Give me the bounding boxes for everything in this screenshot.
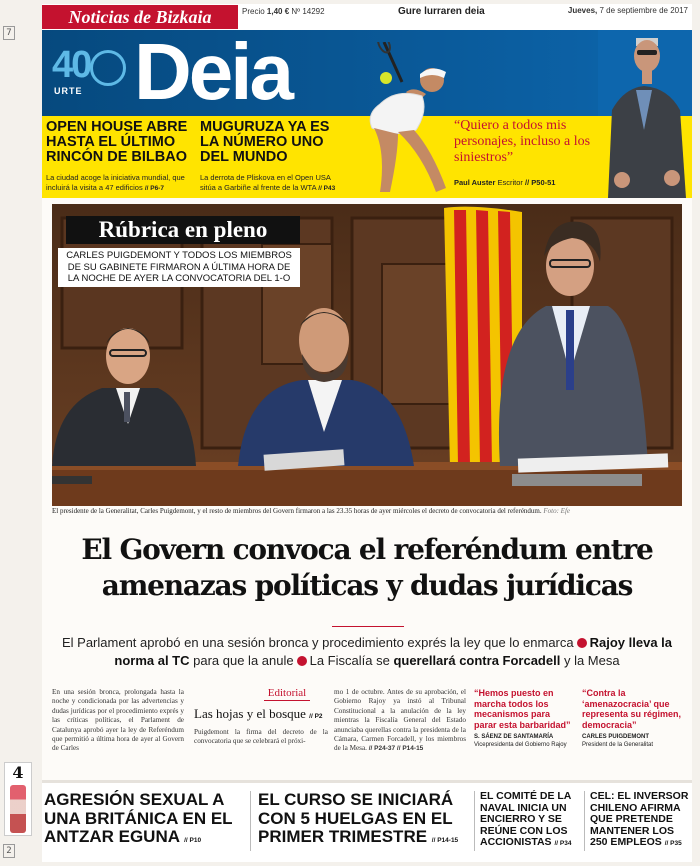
tagline: Gure lurraren deia <box>398 6 485 17</box>
issue-number: Nº 14292 <box>291 7 325 16</box>
promo-muguruza[interactable] <box>200 120 340 194</box>
bullet-dot-icon <box>297 656 307 666</box>
headline-divider <box>332 626 404 627</box>
body-column-3: mo 1 de octubre. Antes de su aprobación, el Gobierno Rajoy ya instó al Tribunal Constitucional a la anulación de la ley mientras la Fiscalía General del Estado anunciaba querellas contra la presidenta de la Cámara, Carmen Forcadell, y los miembros de la Mesa. // P24-37 // P14-15 <box>334 688 466 753</box>
paul-auster-photo <box>598 30 692 198</box>
promo-headline: MUGURUZA YA ES LA NÚMERO UNO DEL MUNDO <box>200 119 330 165</box>
body-column-2: Puigdemont la firma del decreto de la convocatoria que se celebrará el próxi- <box>194 728 328 746</box>
body-column-1: En una sesión bronca, prolongada hasta la noche y condicionada por las advertencias y dudas jurídicas por el procedimiento exprés y las críticas políticas, el Parlament de Catalunya aprobó ayer la ley de Referéndum que permitió a última hora de ayer al Govern de Carles <box>52 688 184 753</box>
auster-quote[interactable]: “Quiero a todos mis personajes, incluso a los siniestros” <box>454 118 591 165</box>
teaser-curso[interactable]: EL CURSO SE INICIARÁ CON 5 HUELGAS EN EL PRIMER TRIMESTRE // P14-15 <box>258 790 459 846</box>
dateline <box>568 6 688 15</box>
newspaper-front-page <box>42 4 692 862</box>
page-marker-bottom: 2 <box>3 844 15 858</box>
headline-line-2: amenazas políticas y dudas jurídicas <box>101 569 633 602</box>
page-marker-top: 7 <box>3 26 15 40</box>
price-label: Precio <box>242 7 265 16</box>
teaser-divider <box>474 791 475 851</box>
bullet-dot-icon <box>577 638 587 648</box>
weekday: Jueves, <box>567 6 598 15</box>
teaser-cel[interactable]: CEL: EL INVERSOR CHILENO AFIRMA QUE PRETENDE MANTENER LOS 250 EMPLEOS // P35 <box>590 790 689 848</box>
anniversary-urte: URTE <box>54 86 83 96</box>
thumbnail-tab[interactable] <box>4 762 32 836</box>
lead-headline[interactable] <box>52 532 682 604</box>
anniversary-number: 40 <box>52 44 91 86</box>
price-info <box>242 7 325 16</box>
lead-kicker-subtitle: CARLES PUIGDEMONT Y TODOS LOS MIEMBROS DE SU GABINETE FIRMARON A ÚLTIMA HORA DE LA NOCHE DE AYER LA CONVOCATORIA DEL 1-O <box>58 248 300 287</box>
promo-summary: La derrota de Pliskova en el Open USA sitúa a Garbiñe al frente de la WTA // P43 <box>200 173 336 192</box>
photo-credit: Foto: Efe <box>543 507 571 515</box>
teaser-divider <box>250 791 251 851</box>
photo-caption: El presidente de la Generalitat, Carles Puigdemont, y el resto de miembros del Govern firmaron a las 23.35 horas de ayer miércoles el decreto de convocatoria del referéndum. Foto: Efe <box>52 507 571 515</box>
lead-deck: El Parlament aprobó en una sesión bronca y procedimiento exprés la ley que lo enmarca Rajoy lleva la norma al TC para que la anule La Fiscalía se querellará contra Forcadell y la Mesa <box>61 635 673 668</box>
thumbnail-figure-icon <box>10 785 26 833</box>
pull-quote-santamaria: “Hemos puesto en marcha todos los mecanismos para parar esta barbaridad” <box>474 688 571 730</box>
teaser-divider <box>584 791 585 851</box>
promo-headline: OPEN HOUSE ABRE HASTA EL ÚLTIMO RINCÓN DE BILBAO <box>46 119 188 165</box>
quote-attribution: Paul Auster Escritor // P50-51 <box>454 178 556 187</box>
teaser-agresion[interactable]: AGRESIÓN SEXUAL A UNA BRITÁNICA EN EL ANTZAR EGUNA // P10 <box>44 790 233 846</box>
pull-quote-puigdemont-attribution: CARLES PUIGDEMONT President de la Generalitat <box>582 734 654 748</box>
anniversary-circle-icon <box>90 50 126 86</box>
pull-quote-santamaria-attribution: S. SÁENZ DE SANTAMARÍA Vicepresidenta del Gobierno Rajoy <box>474 734 567 748</box>
anniversary-logo <box>52 42 130 100</box>
teaser-la-naval[interactable]: EL COMITÉ DE LA NAVAL INICIA UN ENCIERRO Y SE REÚNE CON LOS ACCIONISTAS // P34 <box>480 790 572 848</box>
editorial-tag: Editorial <box>232 687 342 701</box>
thumbnail-number: 4 <box>12 763 24 782</box>
promo-open-house[interactable] <box>46 120 192 194</box>
lead-kicker: Rúbrica en pleno <box>66 216 300 244</box>
headline-line-1: El Govern convoca el referéndum entre <box>81 533 653 566</box>
editorial-title[interactable]: Las hojas y el bosque // P2 <box>194 706 323 721</box>
supplement-title: Noticias de Bizkaia <box>42 5 238 29</box>
bottom-teasers <box>42 780 692 862</box>
masthead-logo[interactable]: Deia <box>134 27 291 116</box>
price-value: 1,40 € <box>266 7 290 16</box>
tennis-player-photo <box>340 42 458 202</box>
pull-quote-puigdemont: “Contra la ‘amenazocracia’ que representa su régimen, democracia” <box>582 688 682 730</box>
date: 7 de septiembre de 2017 <box>599 6 688 15</box>
promo-summary: La ciudad acoge la iniciativa mundial, que incluirá la visita a 47 edificios // P6-7 <box>46 173 185 192</box>
